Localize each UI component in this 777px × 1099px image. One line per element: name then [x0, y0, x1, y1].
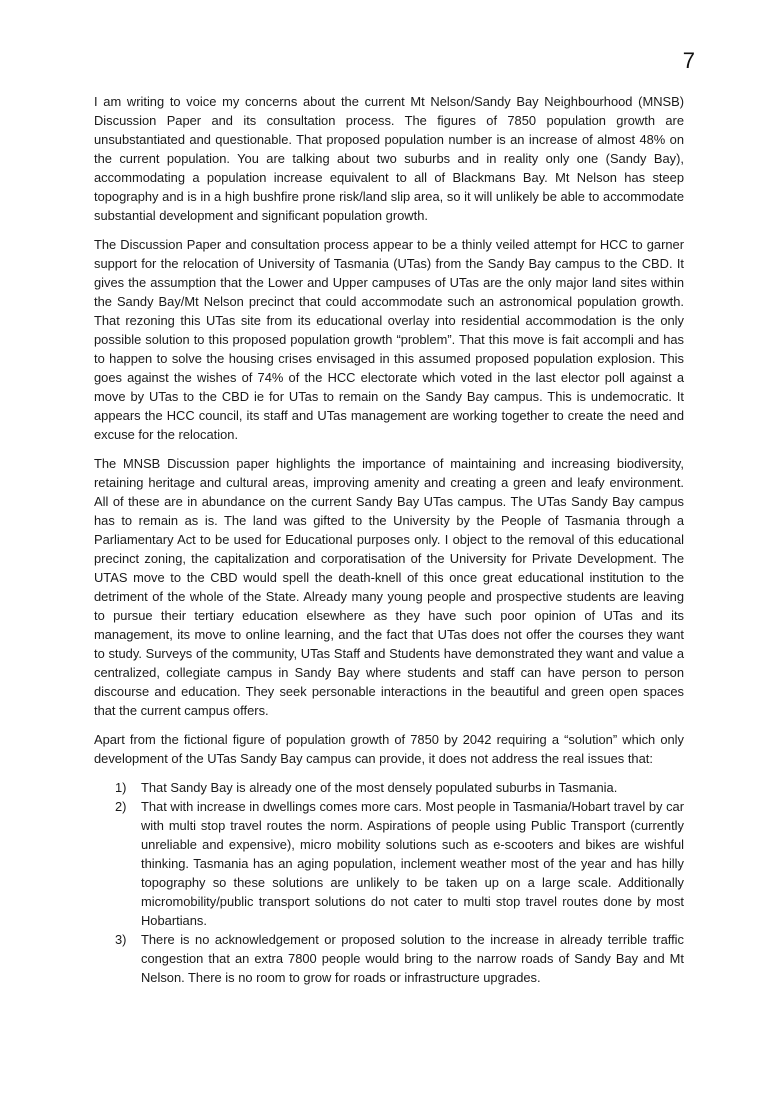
list-item-number: 1): [115, 780, 127, 795]
page-number: 7: [682, 48, 695, 73]
list-item-text: That Sandy Bay is already one of the most densely populated suburbs in Tasmania.: [141, 780, 618, 795]
list-item-text: There is no acknowledgement or proposed solution to the increase in already terrible traffic congestion that an extra 7800 people would bring to the narrow roads of Sandy Bay and Mt Nelson. There is no room to grow for roads or infrastructure upgrades.: [141, 932, 684, 985]
list-item: [94, 930, 684, 987]
list-item: [94, 797, 684, 930]
letter-body: [94, 92, 684, 987]
list-item-number: 3): [115, 932, 127, 947]
paragraph-concerns: I am writing to voice my concerns about the current Mt Nelson/Sandy Bay Neighbourhood (MNSB) Discussion Paper and its consultation process. The figures of 7850 population growth are unsubstantiated and questionable. That proposed population number is an increase of almost 48% on the current population. You are talking about two suburbs and in reality only one (Sandy Bay), accommodating a population increase equivalent to all of Blackmans Bay. Mt Nelson has steep topography and is in a high bushfire prone risk/land slip area, so it will unlikely be able to accommodate substantial development and significant population growth.: [94, 94, 684, 223]
paragraph-relocation: The Discussion Paper and consultation process appear to be a thinly veiled attempt for HCC to garner support for the relocation of University of Tasmania (UTas) from the Sandy Bay campus to the CBD. It gives the assumption that the Lower and Upper campuses of UTas are the only major land sites within the Sandy Bay/Mt Nelson precinct that could accommodate such an astronomical population growth. That rezoning this UTas site from its educational overlay into residential accommodation is the only possible solution to this proposed population growth “problem”. That this move is fait accompli and has to happen to solve the housing crises envisaged in this assumed proposed population explosion. This goes against the wishes of 74% of the HCC electorate which voted in the last elector poll against a move by UTas to the CBD ie for UTas to remain on the Sandy Bay campus. This is undemocratic. It appears the HCC council, its staff and UTas management are working together to create the need and excuse for the relocation.: [94, 237, 684, 442]
paragraph-biodiversity: The MNSB Discussion paper highlights the importance of maintaining and increasing biodiversity, retaining heritage and cultural areas, improving amenity and creating a green and leafy environment. All of these are in abundance on the current Sandy Bay UTas campus. The UTas Sandy Bay campus has to remain as is. The land was gifted to the University by the People of Tasmania through a Parliamentary Act to be used for Educational purposes only. I object to the removal of this educational precinct zoning, the capitalization and corporatisation of the University for Private Development. The UTAS move to the CBD would spell the death-knell of this once great educational institution to the detriment of the whole of the State. Already many young people and prospective students are leaving to pursue their tertiary education elsewhere as they have such poor opinion of UTas and its management, its move to online learning, and the fact that UTas does not offer the courses they want to study. Surveys of the community, UTas Staff and Students have demonstrated they want and value a centralized, collegiate campus in Sandy Bay where students and staff can have person to person discourse and education. They seek personable interactions in the beautiful and green open spaces that the current campus offers.: [94, 456, 684, 718]
list-item-number: 2): [115, 799, 127, 814]
list-item-text: That with increase in dwellings comes more cars. Most people in Tasmania/Hobart travel by car with multi stop travel routes the norm. Aspirations of people using Public Transport (currently unreliable and expensive), micro mobility solutions such as e-scooters and bikes are wishful thinking. Tasmania has an aging population, inclement weather most of the year and has hilly topography so these solutions are unlikely to be taken up on a large scale. Additionally micromobility/public transport solutions do not cater to multi stop travel routes done by most Hobartians.: [141, 799, 684, 928]
issues-list: [94, 778, 684, 987]
list-item: [94, 778, 684, 797]
paragraph-real-issues-intro: Apart from the fictional figure of population growth of 7850 by 2042 requiring a “solution” which only development of the UTas Sandy Bay campus can provide, it does not address the real issues that:: [94, 732, 684, 766]
